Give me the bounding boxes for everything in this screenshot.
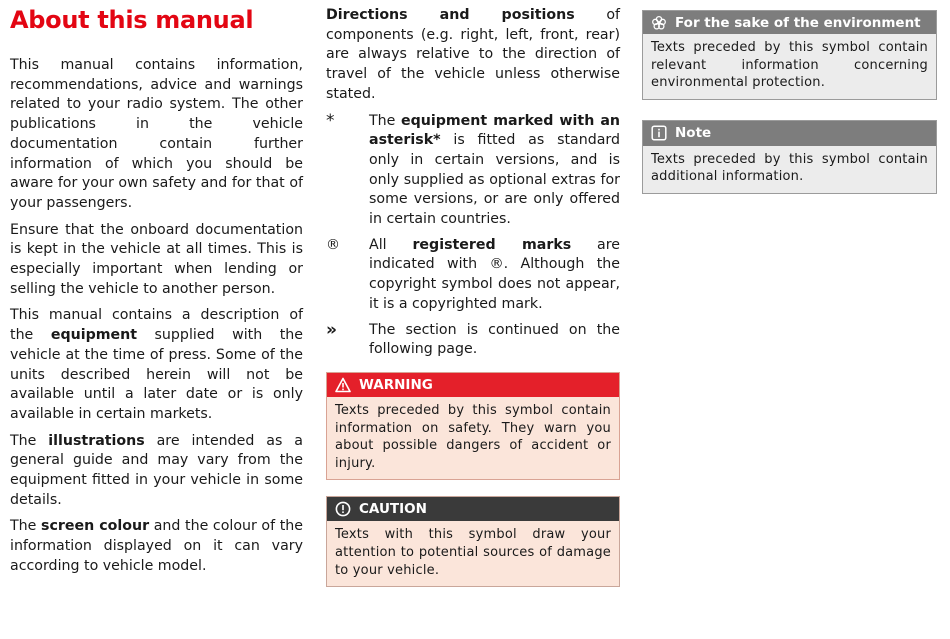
symbol-explanation-text: [369, 112, 620, 230]
intro-paragraphs: [10, 56, 303, 577]
body-paragraph: [10, 517, 303, 576]
environment-box: [642, 10, 937, 100]
explanation-text: is fitted as standard only in certain versions, and is only supplied as optional extras for some versions, or are only offered in certain countries.: [369, 132, 620, 228]
caution-exclamation-icon: [335, 501, 351, 517]
directions-text: of components (e.g. right, left, front, rear) are always relative to the direction of travel of the vehicle unless otherwise stated.: [326, 7, 621, 102]
symbol-explanation-text: [369, 321, 620, 360]
symbol-row: [326, 321, 620, 360]
body-paragraph: [10, 221, 303, 300]
warning-triangle-icon: [335, 377, 351, 393]
bold-term: registered marks: [412, 236, 572, 253]
symbol-explanations: [326, 112, 620, 360]
body-paragraph: [10, 306, 303, 424]
page-title: About this manual: [10, 6, 254, 34]
middle-column: [326, 0, 620, 587]
paragraph-text: This manual contains a description of the: [10, 307, 303, 344]
caution-title: CAUTION: [359, 501, 427, 518]
environment-header: [643, 11, 936, 34]
body-paragraph: [10, 432, 303, 511]
body-paragraph: [10, 56, 303, 214]
environment-title: For the sake of the environment: [675, 14, 921, 31]
symbol-row: [326, 112, 620, 230]
warning-title: WARNING: [359, 376, 433, 393]
note-text: Texts preceded by this symbol contain additional information.: [643, 146, 936, 193]
paragraph-text: are intended as a general guide and may vary from the equipment fitted in your vehicle in some details.: [10, 432, 303, 508]
caution-box: [326, 496, 620, 587]
symbol-explanation-text: [369, 236, 620, 315]
continued-arrows-icon: »: [326, 319, 333, 340]
explanation-text: The: [369, 112, 401, 129]
asterisk-icon: *: [326, 110, 335, 131]
info-icon: [651, 125, 667, 141]
explanation-text: All: [369, 236, 413, 253]
explanation-text: are indicated with ®. Although the copyright symbol does not appear, it is a copyrighted mark.: [369, 236, 620, 312]
caution-header: [327, 497, 619, 521]
flower-icon: [651, 15, 667, 31]
warning-text: Texts preceded by this symbol contain information on safety. They warn you about possible dangers of accident or injury.: [327, 397, 619, 479]
paragraph-text: The: [10, 432, 49, 449]
explanation-text: The section is continued on the following page.: [369, 321, 620, 358]
registered-icon: ®: [326, 236, 340, 253]
warning-header: [327, 373, 619, 397]
directions-paragraph: [326, 6, 620, 105]
bold-term: illustrations: [48, 432, 145, 449]
bold-term: screen colour: [41, 518, 150, 535]
directions-heading: Directions and positions: [326, 7, 575, 23]
left-column: [10, 0, 303, 584]
warning-box: [326, 372, 620, 480]
note-header: [643, 121, 936, 146]
environment-text: Texts preceded by this symbol contain relevant information concerning environmental protection.: [643, 34, 936, 99]
bold-term: equipment: [50, 327, 138, 344]
paragraph-text: supplied with the vehicle at the time of press. Some of the units described herein will not be available until a later date or is only available in certain markets.: [10, 327, 303, 422]
paragraph-text: Ensure that the onboard documentation is kept in the vehicle at all times. This is especially important when lending or selling the vehicle to another person.: [10, 221, 303, 297]
symbol-row: [326, 236, 620, 315]
paragraph-text: This manual contains information, recommendations, advice and warnings related to your radio system. The other publications in the vehicle documentation contain further information of which you should be aware for your own safety and for that of your passengers.: [10, 57, 303, 211]
paragraph-text: and the colour of the information displayed on it can vary according to vehicle model.: [10, 518, 303, 574]
paragraph-text: The: [10, 518, 41, 535]
right-column: [642, 10, 937, 194]
note-box: [642, 120, 937, 194]
note-title: Note: [675, 125, 712, 142]
bold-term: equipment marked with an asterisk*: [369, 112, 620, 149]
caution-text: Texts with this symbol draw your attention to potential sources of damage to your vehicle.: [327, 521, 619, 586]
